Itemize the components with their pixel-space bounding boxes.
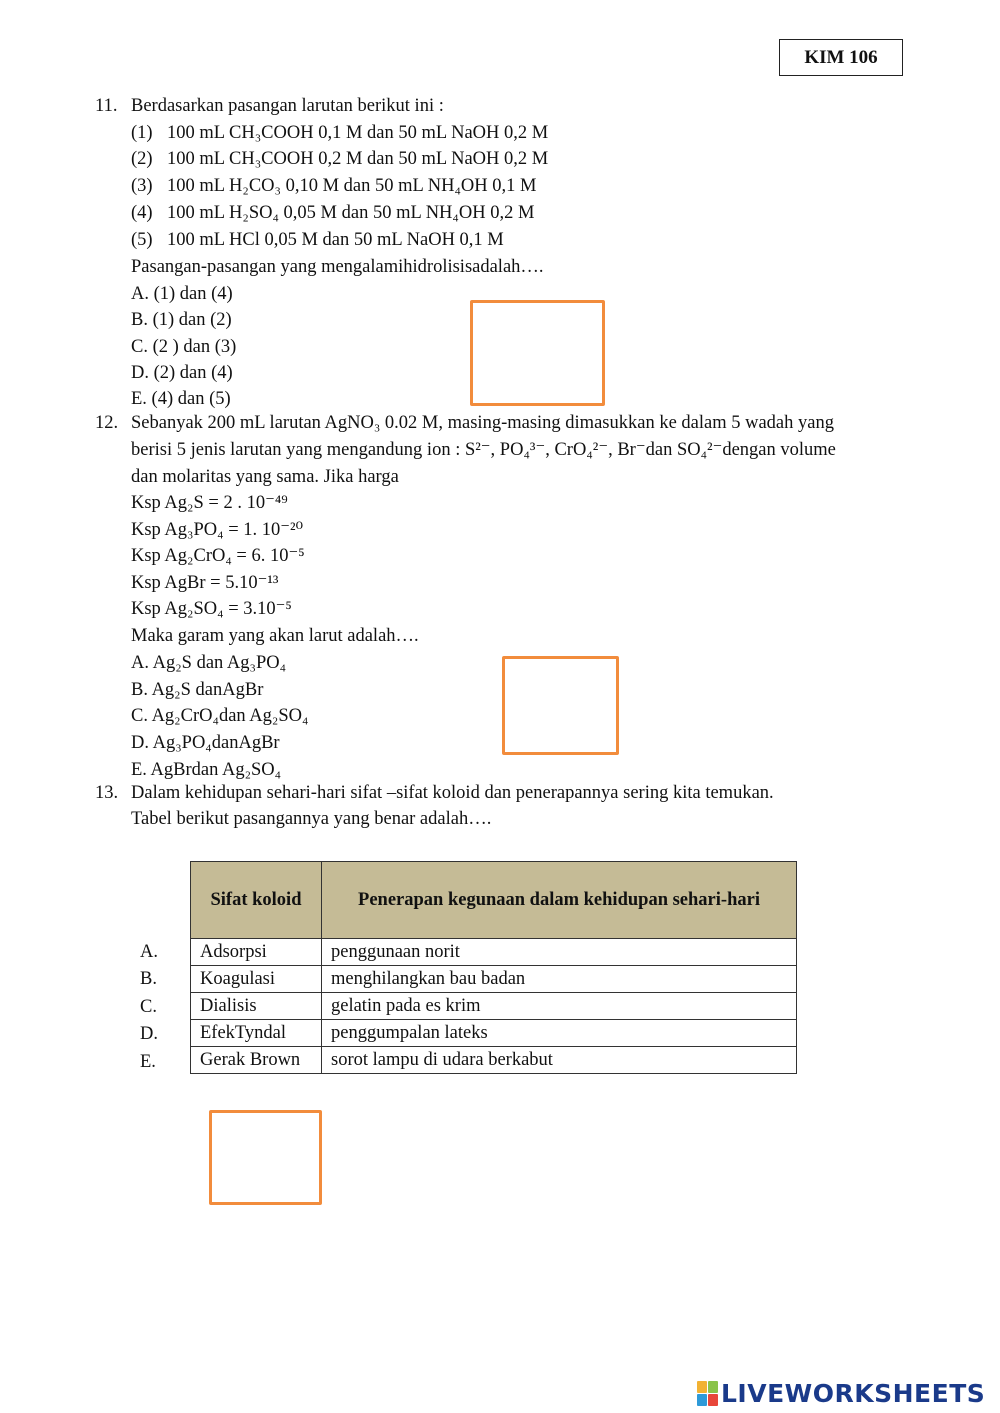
q11-item-text: 100 mL HCl 0,05 M dan 50 mL NaOH 0,1 M [167,230,504,250]
logo-mark-icon [697,1381,718,1406]
table-cell-sifat: Adsorpsi [191,939,322,966]
table-cell-penerapan: penggunaan norit [322,939,797,966]
q11-item-text: 100 mL CH₃COOH 0,2 M dan 50 mL NaOH 0,2 M [167,149,549,169]
q11-question: Pasangan-pasangan yang mengalamihidrolisisadalah…. [131,257,544,277]
q12-option-e: E. AgBrdan Ag₂SO₄ [131,760,282,780]
row-letter-b: B. [140,969,157,989]
q11-option-c: C. (2 ) dan (3) [131,337,237,357]
q11-option-d: D. (2) dan (4) [131,363,233,383]
row-letter-e: E. [140,1052,156,1072]
q11-item-label: (5) [131,230,153,250]
table-header-sifat: Sifat koloid [191,862,322,939]
q12-line-1: Sebanyak 200 mL larutan AgNO₃ 0.02 M, masing-masing dimasukkan ke dalam 5 wadah yang [131,413,834,433]
q11-option-b: B. (1) dan (2) [131,310,232,330]
q13-line-2: Tabel berikut pasangannya yang benar adalah…. [131,809,492,829]
q11-item-text: 100 mL CH₃COOH 0,1 M dan 50 mL NaOH 0,2 M [167,123,549,143]
table-header-penerapan: Penerapan kegunaan dalam kehidupan sehari-hari [322,862,797,939]
q12-ksp-ag2cro4: Ksp Ag₂CrO₄ = 6. 10⁻⁵ [131,546,305,566]
q12-ksp-ag3po4: Ksp Ag₃PO₄ = 1. 10⁻²⁰ [131,520,303,540]
table-cell-penerapan: sorot lampu di udara berkabut [322,1047,797,1074]
q12-option-c: C. Ag₂CrO₄dan Ag₂SO₄ [131,706,309,726]
q12-option-d: D. Ag₃PO₄danAgBr [131,733,280,753]
table-cell-sifat: Koagulasi [191,966,322,993]
q11-option-a: A. (1) dan (4) [131,284,233,304]
table-row [191,966,797,993]
q13-answer-box[interactable] [209,1110,322,1205]
q13-number: 13. [95,783,119,803]
table-header-row [191,862,797,939]
table-row [191,1047,797,1074]
row-letter-d: D. [140,1024,158,1044]
q12-ksp-ag2s: Ksp Ag₂S = 2 . 10⁻⁴⁹ [131,493,288,513]
colloid-table [190,861,797,1074]
document-code: KIM 106 [779,39,903,76]
q11-item-text: 100 mL H₂CO₃ 0,10 M dan 50 mL NH₄OH 0,1 M [167,176,537,196]
q11-item-text: 100 mL H₂SO₄ 0,05 M dan 50 mL NH₄OH 0,2 M [167,203,535,223]
q12-option-b: B. Ag₂S danAgBr [131,680,264,700]
q12-line-2: berisi 5 jenis larutan yang mengandung ion : S²⁻, PO₄³⁻, CrO₄²⁻, Br⁻dan SO₄²⁻dengan volume [131,440,836,460]
q11-item-label: (3) [131,176,153,196]
q12-question: Maka garam yang akan larut adalah…. [131,626,419,646]
q11-item-label: (1) [131,123,153,143]
q12-number: 12. [95,413,119,433]
table-cell-sifat: Dialisis [191,993,322,1020]
table-row [191,1020,797,1047]
q12-ksp-agbr: Ksp AgBr = 5.10⁻¹³ [131,573,279,593]
row-letter-c: C. [140,997,157,1017]
q13-line-1: Dalam kehidupan sehari-hari sifat –sifat koloid dan penerapannya sering kita temukan. [131,783,774,803]
q11-item-label: (4) [131,203,153,223]
q11-item-label: (2) [131,149,153,169]
q12-answer-box[interactable] [502,656,619,755]
q12-line-3: dan molaritas yang sama. Jika harga [131,467,399,487]
logo-text: LIVEWORKSHEETS [721,1378,986,1408]
table-cell-sifat: Gerak Brown [191,1047,322,1074]
q12-option-a: A. Ag₂S dan Ag₃PO₄ [131,653,287,673]
table-cell-penerapan: gelatin pada es krim [322,993,797,1020]
table-cell-sifat: EfekTyndal [191,1020,322,1047]
q11-answer-box[interactable] [470,300,605,406]
q12-ksp-ag2so4: Ksp Ag₂SO₄ = 3.10⁻⁵ [131,599,292,619]
table-row [191,939,797,966]
table-cell-penerapan: penggumpalan lateks [322,1020,797,1047]
table-row [191,993,797,1020]
liveworksheets-logo [697,1378,985,1408]
q11-intro: Berdasarkan pasangan larutan berikut ini : [131,96,444,116]
table-cell-penerapan: menghilangkan bau badan [322,966,797,993]
q11-option-e: E. (4) dan (5) [131,389,231,409]
row-letter-a: A. [140,942,158,962]
q11-number: 11. [95,96,118,116]
